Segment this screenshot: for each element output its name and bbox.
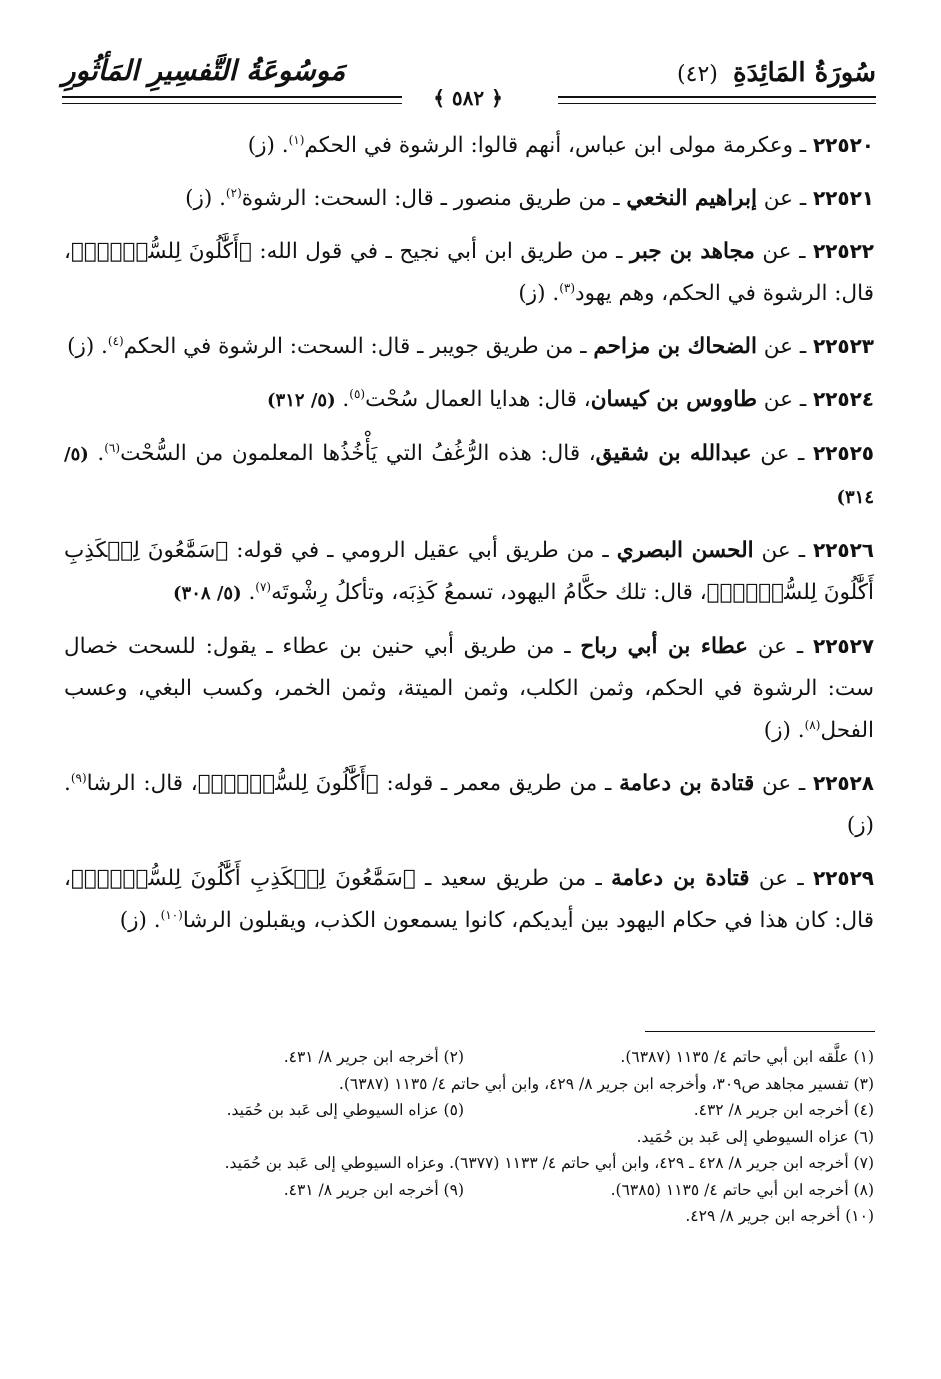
entry-text: ـ عن xyxy=(754,239,813,264)
surah-name: سُورَةُ المَائِدَةِ xyxy=(732,58,876,88)
footnote-marker[interactable]: (٨) xyxy=(804,717,821,732)
entry-22521 xyxy=(64,177,874,220)
entry-text: ـ من طريق معمر ـ قوله: xyxy=(378,771,620,796)
book-title: مَوسُوعَةُ التَّفسِيرِ المَأثُورِ xyxy=(62,54,346,87)
entry-text: . xyxy=(88,441,105,466)
quran-quote: ﴿أَكَّٰلُونَ لِلسُّحۡتِۚ﴾ xyxy=(70,239,252,264)
entry-text: . (ز) xyxy=(185,186,226,211)
footnote-6: (٦) عزاه السيوطي إلى عَبد بن حُمَيد. xyxy=(636,1127,874,1146)
entry-number: ٢٢٥٢٠ xyxy=(812,133,874,157)
entry-text: ـ وعكرمة مولى ابن عباس، أنهم قالوا: الرشوة في الحكم xyxy=(304,133,813,158)
entry-22528 xyxy=(64,762,874,847)
footnote-7: (٧) أخرجه ابن جرير ٨/ ٤٢٨ ـ ٤٢٩، وابن أبي حاتم ٤/ ١١٣٣ (٦٣٧٧). وعزاه السيوطي إلى عَبد بن حُمَيد. xyxy=(224,1154,874,1172)
narrator-name: عبدالله بن شقيق xyxy=(595,441,752,466)
narrator-name: قتادة بن دعامة xyxy=(619,771,755,796)
footnote-marker[interactable]: (١) xyxy=(288,132,305,147)
narrator-name: قتادة بن دعامة xyxy=(611,866,750,891)
footnote-5: (٥) عزاه السيوطي إلى عَبد بن حُمَيد. xyxy=(226,1101,464,1119)
footnote-2: (٢) أخرجه ابن جرير ٨/ ٤٣١. xyxy=(283,1048,464,1066)
entry-text: ـ عن xyxy=(753,538,813,563)
entry-text: . (ز) xyxy=(67,334,108,359)
entry-text: ، قال: الرشوة في الحكم، وهم يهود xyxy=(64,239,874,306)
volume-page-ref: (٥/ ٣٠٨) xyxy=(173,583,242,604)
entry-text: ـ من طريق ابن أبي نجيح ـ في قول الله: xyxy=(251,239,630,264)
narrator-name: عطاء بن أبي رباح xyxy=(580,634,748,659)
quran-quote: ﴿سَمَّٰعُونَ لِلۡكَذِبِ أَكَّٰلُونَ لِلسُّحۡتِۚ﴾ xyxy=(64,538,874,605)
footnote-9: (٩) أخرجه ابن جرير ٨/ ٤٣١. xyxy=(283,1180,464,1199)
entry-text: ـ من طريق سعيد ـ xyxy=(415,866,612,891)
entry-22524 xyxy=(64,378,874,422)
entry-text: ـ من طريق أبي عقيل الرومي ـ في قوله: xyxy=(228,538,617,563)
footnote-3: (٣) تفسير مجاهد ص٣٠٩، وأخرجه ابن جرير ٨/ ٤٢٩، وابن أبي حاتم ٤/ ١١٣٥ (٦٣٨٧). xyxy=(338,1074,874,1093)
entry-text: ، قال: هذه الرُّغُفُ التي يَأْخُذُها المعلمون من السُّحْت xyxy=(120,441,596,466)
entry-number: ٢٢٥٢٩ xyxy=(812,866,874,890)
header-rule-right xyxy=(558,96,876,104)
main-text xyxy=(64,124,874,952)
volume-page-ref: (٥/ ٣١٢) xyxy=(267,390,336,411)
footnote-4: (٤) أخرجه ابن جرير ٨/ ٤٣٢. xyxy=(693,1101,874,1119)
entry-text: ـ من طريق منصور ـ قال: السحت: الرشوة xyxy=(241,186,627,211)
header-rule-left xyxy=(62,96,402,104)
entry-text: ـ من طريق جويبر ـ قال: السحت: الرشوة في الحكم xyxy=(123,334,594,359)
entry-number: ٢٢٥٢٢ xyxy=(812,239,874,263)
footnote-row xyxy=(64,1177,874,1204)
entry-text: ـ عن xyxy=(751,441,813,466)
entry-number: ٢٢٥٢٦ xyxy=(812,538,874,562)
footnote-marker[interactable]: (٦) xyxy=(104,440,121,455)
entry-text: ـ عن xyxy=(756,186,813,211)
entry-text: ـ عن xyxy=(749,866,813,891)
entry-number: ٢٢٥٢٧ xyxy=(812,634,875,658)
entry-text: ، قال: تلك حكَّامُ اليهود، تسمعُ كَذِبَه، وتأكلُ رِشْوتَه xyxy=(271,580,707,605)
quran-quote: ﴿أَكَّٰلُونَ لِلسُّحۡتِۚ﴾ xyxy=(197,771,379,796)
quran-quote: ﴿سَمَّٰعُونَ لِلۡكَذِبِ أَكَّٰلُونَ لِلسُّحۡتِۚ﴾ xyxy=(70,866,416,891)
entry-number: ٢٢٥٢١ xyxy=(812,186,874,210)
footnote-marker[interactable]: (٩) xyxy=(70,770,87,785)
footnote-marker[interactable]: (٣) xyxy=(559,280,576,295)
footnote-1: (١) علَّقه ابن أبي حاتم ٤/ ١١٣٥ (٦٣٨٧). xyxy=(620,1048,874,1066)
footnote-divider xyxy=(645,1031,875,1032)
volume-page-ref: (٥/ ٣١٤) xyxy=(64,444,874,508)
narrator-name: مجاهد بن جبر xyxy=(629,239,755,264)
entry-number: ٢٢٥٢٥ xyxy=(812,441,875,465)
narrator-name: الحسن البصري xyxy=(616,538,754,563)
entry-text: . xyxy=(335,387,350,412)
surah-title xyxy=(677,58,876,88)
footnote-marker[interactable]: (٧) xyxy=(255,579,272,594)
entry-text: ، قال: كان هذا في حكام اليهود بين أيديكم، كانوا يسمعون الكذب، ويقبلون الرشا xyxy=(64,866,874,933)
entry-number: ٢٢٥٢٤ xyxy=(812,387,874,411)
entry-text: . xyxy=(241,580,256,605)
footnote-marker[interactable]: (٢) xyxy=(225,185,242,200)
entry-text: ـ عن xyxy=(754,771,813,796)
entry-number: ٢٢٥٢٣ xyxy=(812,334,874,358)
entry-text: . (ز) xyxy=(64,771,874,838)
entry-22522 xyxy=(64,230,874,315)
entry-number: ٢٢٥٢٨ xyxy=(812,771,874,795)
entry-22525 xyxy=(64,432,874,519)
entry-22523 xyxy=(64,325,874,368)
entry-text: . (ز) xyxy=(247,133,289,158)
entry-text: ، قال: هدايا العمال سُحْت xyxy=(365,387,591,412)
entry-text: . (ز) xyxy=(119,908,161,933)
entry-22527 xyxy=(64,625,874,752)
entry-22529 xyxy=(64,857,874,942)
footnote-marker[interactable]: (١٠) xyxy=(160,907,183,922)
page-header xyxy=(62,48,876,108)
footnote-8: (٨) أخرجه ابن أبي حاتم ٤/ ١١٣٥ (٦٣٨٥). xyxy=(610,1180,874,1199)
entry-text: ـ عن xyxy=(747,634,813,659)
footnote-marker[interactable]: (٥) xyxy=(349,386,366,401)
narrator-name: الضحاك بن مزاحم xyxy=(593,334,757,359)
entry-22526 xyxy=(64,529,874,615)
surah-number: (٤٢) xyxy=(677,62,718,87)
narrator-name: إبراهيم النخعي xyxy=(626,186,757,211)
entry-text: ـ عن xyxy=(756,334,813,359)
footnote-row xyxy=(64,1044,874,1071)
entry-text: . (ز) xyxy=(763,718,805,743)
entry-text: . (ز) xyxy=(518,281,560,306)
footnote-marker[interactable]: (٤) xyxy=(107,333,124,348)
narrator-name: طاووس بن كيسان xyxy=(590,387,757,412)
footnotes xyxy=(64,1044,874,1230)
entry-22520 xyxy=(64,124,874,167)
footnote-10: (١٠) أخرجه ابن جرير ٨/ ٤٢٩. xyxy=(685,1207,874,1225)
entry-text: ، قال: الرشا xyxy=(86,771,198,796)
footnote-row xyxy=(64,1097,874,1124)
page-number: ﴿ ٥٨٢ ﴾ xyxy=(433,86,503,110)
entry-text: ـ عن xyxy=(756,387,813,412)
entry-text: ـ من طريق أبي حنين بن عطاء ـ يقول: للسحت خصال ست: الرشوة في الحكم، وثمن الكلب، وثمن الميتة، وثمن الخمر، وكسب البغي، وعسب الفحل xyxy=(64,634,874,743)
